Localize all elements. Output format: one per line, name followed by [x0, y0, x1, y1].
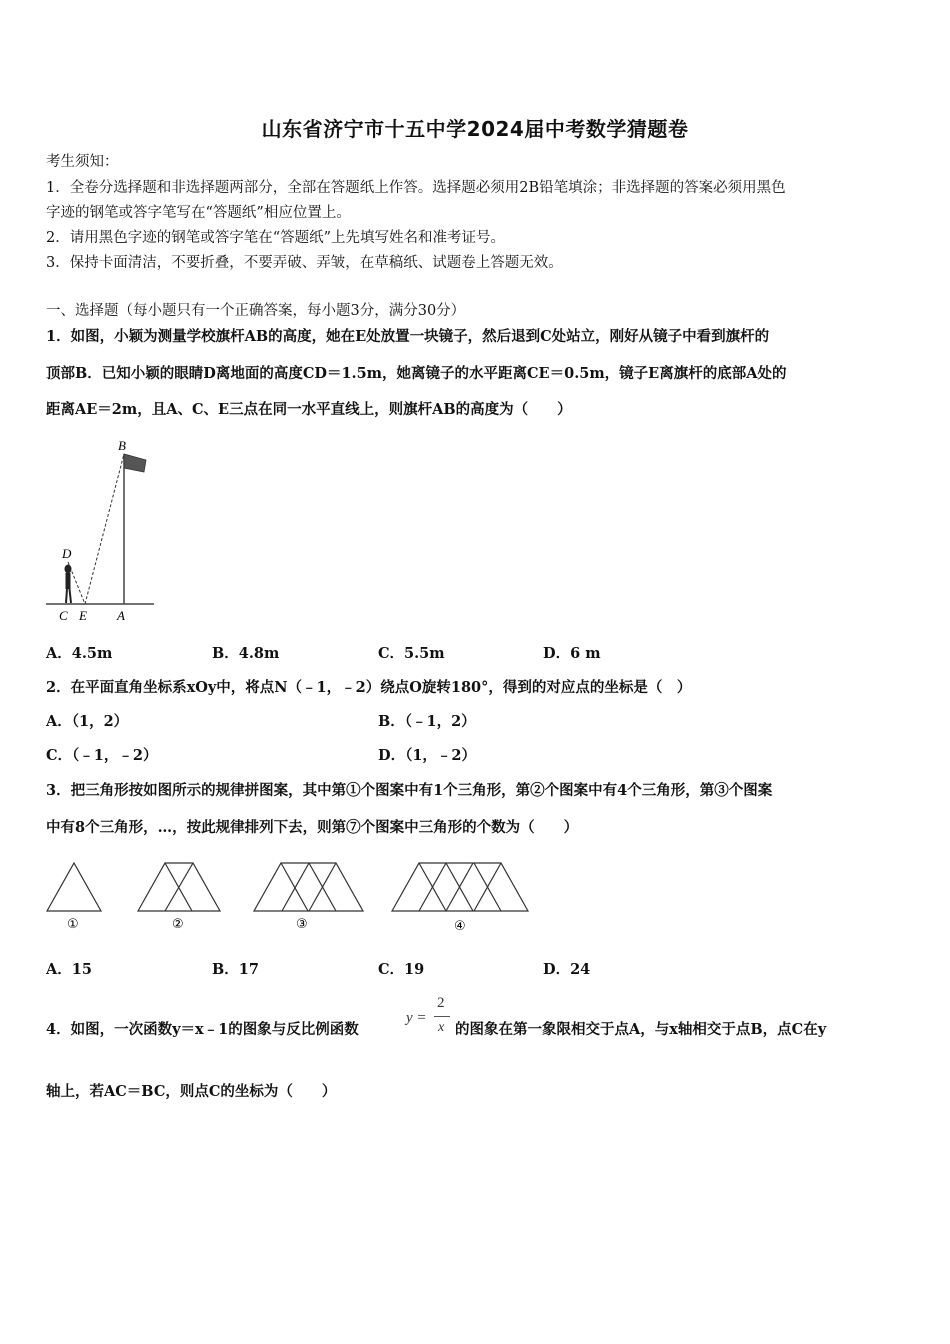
page-title: 山东省济宁市十五中学2024届中考数学猜题卷	[261, 117, 689, 141]
q1-option-c[interactable]: C．5.5m	[378, 645, 445, 662]
label-B: B	[118, 438, 126, 453]
q1-line-2: 顶部B．已知小颖的眼睛D离地面的高度CD＝1.5m，她离镜子的水平距离CE＝0.5m，镜子E离旗杆的底部A处的	[46, 365, 787, 382]
pattern-4	[392, 863, 528, 911]
q1-option-b[interactable]: B．4.8m	[212, 645, 280, 662]
pattern-3	[254, 863, 363, 911]
pattern-label-2: ②	[172, 917, 184, 932]
notice-line-2: 字迹的钢笔或答字笔写在“答题纸”相应位置上。	[46, 205, 351, 221]
q1-line-1: 1．如图，小颖为测量学校旗杆AB的高度，她在E处放置一块镜子，然后退到C处站立，刚好从镜子中看到旗杆的	[46, 328, 770, 345]
q2-option-c[interactable]: C．（﹣1，﹣2）	[46, 747, 158, 764]
pattern-2	[138, 863, 220, 911]
q4-line-2: 轴上，若AC＝BC，则点C的坐标为（ ）	[46, 1083, 337, 1100]
q3-option-a[interactable]: A．15	[46, 961, 92, 978]
notice-line-4: 3．保持卡面清洁，不要折叠，不要弄破、弄皱，在草稿纸、试题卷上答题无效。	[46, 255, 563, 271]
q4-text-part1: 4．如图，一次函数y＝x﹣1的图象与反比例函数	[46, 1021, 359, 1038]
q4-formula-numerator: 2	[437, 995, 445, 1011]
q2-option-b[interactable]: B．（﹣1，2）	[378, 713, 476, 730]
q4-formula-lhs: y =	[406, 1010, 427, 1026]
person-icon	[65, 565, 72, 574]
q3-line-1: 3．把三角形按如图所示的规律拼图案，其中第①个图案中有1个三角形，第②个图案中有4个三角形，第③个图案	[46, 782, 773, 799]
q4-fraction-bar	[434, 1016, 450, 1017]
q4-text-part2: 的图象在第一象限相交于点A，与x轴相交于点B，点C在y	[455, 1021, 827, 1038]
q3-option-b[interactable]: B．17	[212, 961, 259, 978]
label-C: C	[59, 608, 68, 623]
q3-line-2: 中有8个三角形，…，按此规律排列下去，则第⑦个图案中三角形的个数为（ ）	[46, 819, 579, 836]
label-A: A	[117, 608, 125, 623]
pattern-1	[47, 863, 101, 911]
q1-line-3: 距离AE＝2m，且A、C、E三点在同一水平直线上，则旗杆AB的高度为（ ）	[46, 401, 572, 418]
pattern-label-4: ④	[454, 919, 466, 934]
q2-option-d[interactable]: D．（1，﹣2）	[378, 747, 477, 764]
flagpole-figure	[40, 432, 160, 632]
notice-heading: 考生须知：	[46, 154, 119, 170]
pattern-label-1: ①	[67, 917, 79, 932]
q3-option-c[interactable]: C．19	[378, 961, 425, 978]
q2-text: 2．在平面直角坐标系xOy中，将点N（﹣1，﹣2）绕点O旋转180°，得到的对应点的坐标是（ ）	[46, 679, 692, 696]
triangle-pattern-figure	[40, 855, 540, 940]
q2-option-a[interactable]: A．（1，2）	[46, 713, 129, 730]
notice-line-1: 1．全卷分选择题和非选择题两部分，全部在答题纸上作答。选择题必须用2B铅笔填涂；非选择题的答案必须用黑色	[46, 180, 786, 196]
q1-option-d[interactable]: D．6 m	[543, 645, 601, 662]
label-D: D	[62, 546, 72, 561]
label-E: E	[79, 608, 87, 623]
section-heading: 一、选择题（每小题只有一个正确答案，每小题3分，满分30分）	[46, 303, 466, 319]
q4-formula-denominator: x	[438, 1020, 445, 1035]
pattern-label-3: ③	[296, 917, 308, 932]
q1-option-a[interactable]: A．4.5m	[46, 645, 113, 662]
flag-icon	[124, 454, 146, 472]
notice-line-3: 2．请用黑色字迹的钢笔或答字笔在“答题纸”上先填写姓名和准考证号。	[46, 230, 506, 246]
q3-option-d[interactable]: D．24	[543, 961, 591, 978]
